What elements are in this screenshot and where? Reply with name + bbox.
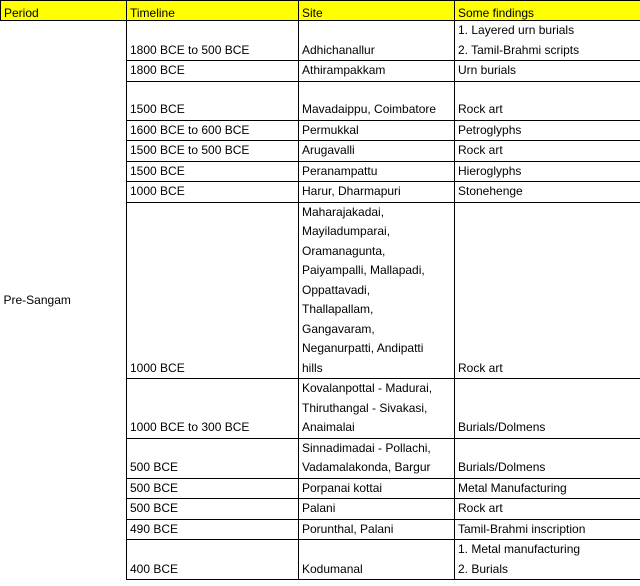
findings-cell (455, 161, 640, 182)
finding-item: Stonehenge (458, 184, 523, 198)
site-cell: Adhichanallur (299, 21, 455, 61)
findings-cell (455, 438, 640, 478)
header-site: Site (299, 1, 455, 21)
header-timeline: Timeline (127, 1, 299, 21)
findings-cell (455, 120, 640, 141)
finding-item: 1. Metal manufacturing (458, 542, 581, 556)
timeline-cell: 1800 BCE (127, 61, 299, 82)
finding-item: Rock art (458, 501, 503, 515)
findings-cell (455, 21, 640, 61)
findings-cell (455, 81, 640, 120)
site-cell: Athirampakkam (299, 61, 455, 82)
site-cell: Maharajakadai, Mayiladumparai, Oramanagunta, Paiyampalli, Mallapadi, Oppattavadi, Thallapallam, Gangavaram, Neganurpatti, Andipatti hills (299, 202, 455, 379)
site-cell: Permukkal (299, 120, 455, 141)
header-findings: Some findings (455, 1, 640, 21)
finding-item: Urn burials (458, 63, 517, 77)
site-cell: Kovalanpottal - Madurai, Thiruthangal - Sivakasi, Anaimalai (299, 379, 455, 439)
finding-item: Rock art (458, 102, 503, 116)
site-cell: Harur, Dharmapuri (299, 182, 455, 203)
site-cell: Palani (299, 499, 455, 520)
finding-item: 2. Burials (458, 561, 509, 576)
timeline-cell: 1000 BCE (127, 202, 299, 379)
timeline-cell: 1500 BCE to 500 BCE (127, 141, 299, 162)
period-cell: Pre-Sangam (1, 21, 127, 580)
findings-cell (455, 540, 640, 580)
finding-item: Petroglyphs (458, 122, 522, 137)
finding-item: Tamil-Brahmi inscription (458, 521, 586, 536)
findings-cell (455, 61, 640, 82)
table-row (1, 21, 640, 61)
finding-item: 1. Layered urn burials (458, 23, 575, 37)
findings-cell (455, 499, 640, 520)
site-cell: Mavadaippu, Coimbatore (299, 81, 455, 120)
site-cell: Arugavalli (299, 141, 455, 162)
timeline-cell: 500 BCE (127, 438, 299, 478)
site-cell: Peranampattu (299, 161, 455, 182)
findings-cell (455, 478, 640, 499)
finding-item: Rock art (458, 143, 503, 157)
finding-item: 2. Tamil-Brahmi scripts (458, 42, 580, 57)
findings-cell (455, 182, 640, 203)
findings-cell (455, 141, 640, 162)
timeline-cell: 500 BCE (127, 478, 299, 499)
site-cell: Porunthal, Palani (299, 519, 455, 540)
timeline-cell: 1600 BCE to 600 BCE (127, 120, 299, 141)
timeline-cell: 1500 BCE (127, 161, 299, 182)
header-period: Period (1, 1, 127, 21)
finding-item: Burials/Dolmens (458, 420, 546, 434)
table-body (1, 21, 640, 580)
site-cell: Sinnadimadai - Pollachi, Vadamalakonda, Bargur (299, 438, 455, 478)
timeline-cell: 500 BCE (127, 499, 299, 520)
findings-cell (455, 202, 640, 379)
finding-item: Burials/Dolmens (458, 460, 546, 474)
site-cell: Kodumanal (299, 540, 455, 580)
timeline-cell: 1000 BCE (127, 182, 299, 203)
finding-item: Metal Manufacturing (458, 480, 567, 495)
timeline-cell: 490 BCE (127, 519, 299, 540)
findings-cell (455, 379, 640, 439)
timeline-cell: 1500 BCE (127, 81, 299, 120)
findings-cell (455, 519, 640, 540)
finding-item: Rock art (458, 360, 503, 375)
header-row (1, 1, 640, 21)
finding-item: Hieroglyphs (458, 163, 522, 178)
site-cell: Porpanai kottai (299, 478, 455, 499)
timeline-cell: 1800 BCE to 500 BCE (127, 21, 299, 61)
timeline-cell: 400 BCE (127, 540, 299, 580)
timeline-cell: 1000 BCE to 300 BCE (127, 379, 299, 439)
